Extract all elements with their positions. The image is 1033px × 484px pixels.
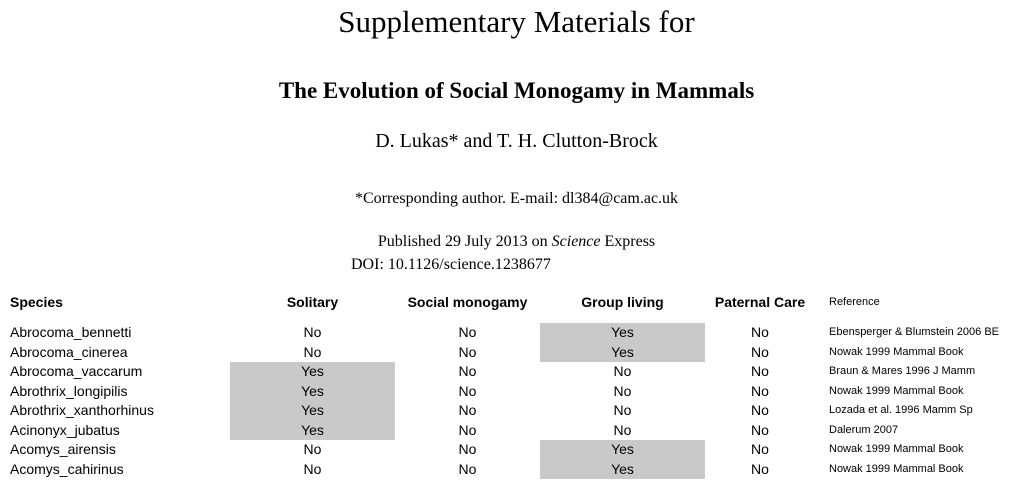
cell-solitary: Yes	[230, 421, 395, 441]
paper-title: The Evolution of Social Monogamy in Mammals	[278, 78, 755, 103]
cell-paternal-care: No	[751, 421, 769, 438]
cell-reference: Nowak 1999 Mammal Book	[829, 345, 964, 358]
published-prefix: Published 29 July 2013 on	[377, 233, 552, 250]
cell-species: Abrothrix_longipilis	[10, 382, 128, 399]
doi: DOI: 10.1126/science.1238677	[351, 256, 551, 273]
column-header-species: Species	[10, 294, 63, 310]
column-header-social-monogamy: Social monogamy	[407, 294, 528, 310]
column-header-reference: Reference	[829, 296, 880, 308]
cell-solitary: Yes	[230, 401, 395, 421]
table-row	[0, 401, 1033, 421]
cell-group-living: No	[613, 363, 632, 379]
table-row	[0, 343, 1033, 363]
column-header-solitary: Solitary	[286, 294, 339, 310]
cell-group-living: No	[613, 421, 632, 438]
species-table	[0, 291, 1033, 479]
table-row	[0, 362, 1033, 382]
cell-social-monogamy: No	[458, 363, 477, 379]
cell-paternal-care: No	[751, 441, 769, 457]
table-row	[0, 440, 1033, 460]
journal-name: Science	[551, 233, 601, 250]
cell-species: Abrocoma_vaccarum	[10, 363, 143, 379]
cell-social-monogamy: No	[458, 343, 477, 360]
cell-species: Acinonyx_jubatus	[10, 421, 120, 438]
table-row	[0, 421, 1033, 441]
column-header-group-living: Group living	[581, 294, 664, 310]
cell-group-living: Yes	[540, 323, 705, 343]
publication-line	[0, 233, 1033, 251]
cell-species: Acomys_airensis	[10, 441, 116, 457]
table-row	[0, 382, 1033, 402]
column-header-paternal-care: Paternal Care	[714, 294, 806, 310]
cell-social-monogamy: No	[458, 402, 477, 418]
cell-solitary: Yes	[230, 362, 395, 382]
cell-group-living: Yes	[540, 343, 705, 363]
cell-group-living: Yes	[540, 440, 705, 460]
cell-species: Abrocoma_cinerea	[10, 343, 128, 360]
cell-paternal-care: No	[751, 343, 769, 360]
table-body	[0, 313, 1033, 479]
cell-social-monogamy: No	[458, 382, 477, 399]
cell-paternal-care: No	[751, 460, 769, 477]
cell-species: Abrocoma_bennetti	[10, 324, 132, 340]
table-row	[0, 323, 1033, 343]
cell-social-monogamy: No	[458, 460, 477, 477]
cell-solitary: No	[303, 460, 322, 477]
cell-social-monogamy: No	[458, 324, 477, 340]
cell-social-monogamy: No	[458, 421, 477, 438]
published-suffix: Express	[600, 233, 656, 250]
cell-solitary: Yes	[230, 382, 395, 402]
cell-group-living: No	[613, 382, 632, 399]
cell-solitary: No	[303, 343, 322, 360]
authors: D. Lukas* and T. H. Clutton-Brock	[375, 130, 658, 152]
cell-reference: Dalerum 2007	[829, 423, 899, 436]
cell-reference: Nowak 1999 Mammal Book	[829, 462, 964, 475]
cell-species: Acomys_cahirinus	[10, 460, 124, 477]
cell-paternal-care: No	[751, 363, 769, 379]
document-title: Supplementary Materials for	[338, 4, 695, 39]
cell-group-living: No	[613, 402, 632, 418]
cell-reference: Lozada et al. 1996 Mamm Sp	[829, 404, 973, 416]
cell-social-monogamy: No	[458, 441, 477, 457]
cell-reference: Nowak 1999 Mammal Book	[829, 384, 964, 397]
table-header-row	[0, 291, 1033, 313]
cell-paternal-care: No	[751, 382, 769, 399]
cell-paternal-care: No	[751, 402, 769, 418]
cell-solitary: No	[303, 324, 322, 340]
cell-species: Abrothrix_xanthorhinus	[10, 402, 154, 418]
cell-paternal-care: No	[751, 324, 769, 340]
cell-reference: Ebensperger & Blumstein 2006 BE	[829, 326, 999, 338]
corresponding-author: *Corresponding author. E-mail: dl384@cam.ac.uk	[354, 190, 679, 207]
cell-group-living: Yes	[540, 460, 705, 480]
cell-solitary: No	[303, 441, 322, 457]
header-spacer	[0, 313, 1033, 323]
table-row	[0, 460, 1033, 480]
cell-reference: Nowak 1999 Mammal Book	[829, 443, 964, 455]
cell-reference: Braun & Mares 1996 J Mamm	[829, 365, 976, 377]
